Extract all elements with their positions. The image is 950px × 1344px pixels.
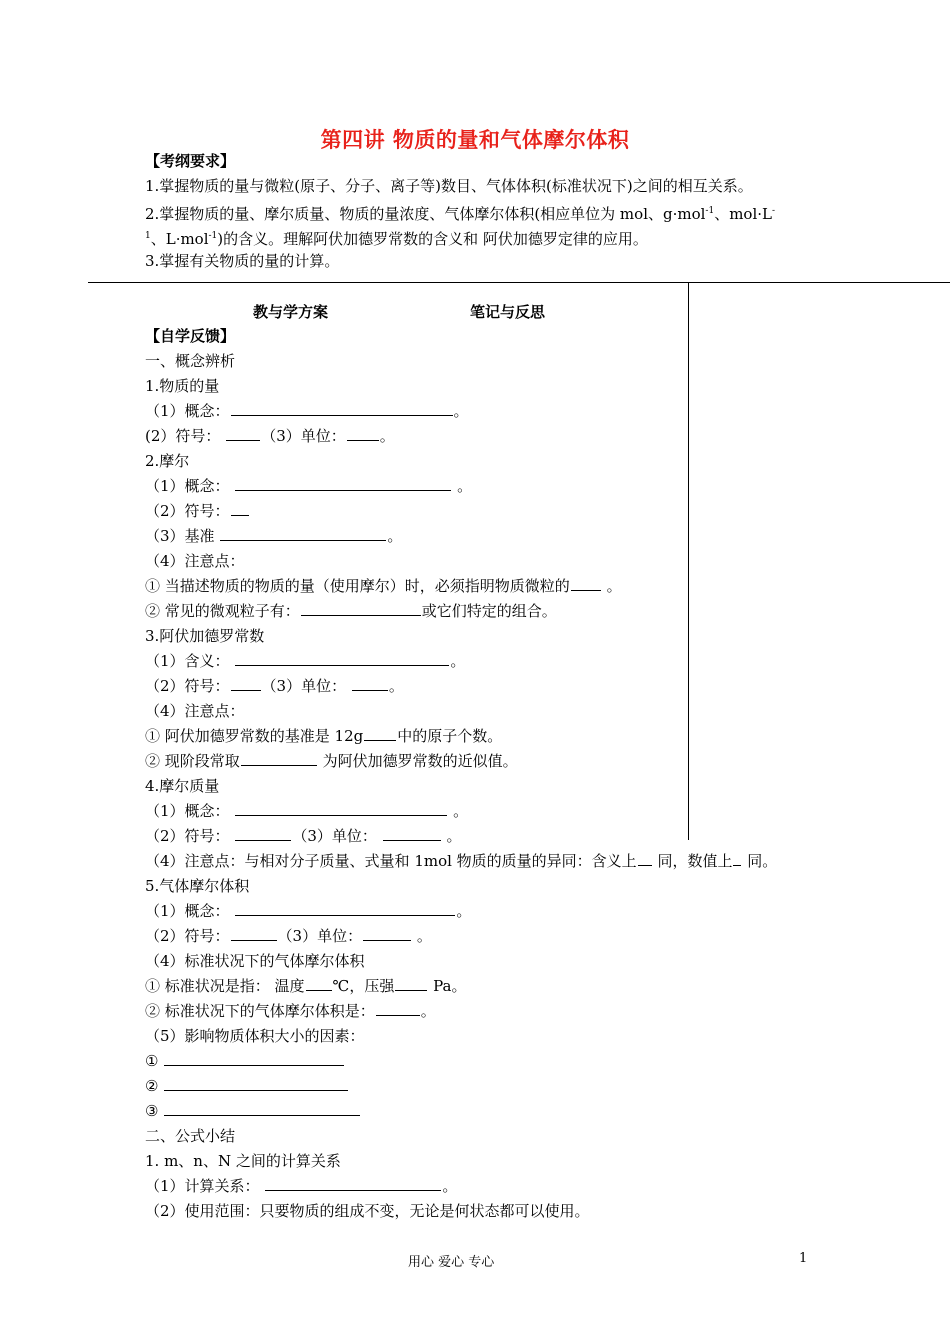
- section-6-scope: （2）使用范围：只要物质的组成不变，无论是何状态都可以使用。: [145, 1202, 590, 1220]
- section-3-notes-heading: （4）注意点：: [145, 702, 245, 720]
- answer-blank[interactable]: [231, 401, 453, 416]
- answer-blank[interactable]: [363, 926, 411, 941]
- page-title: 第四讲 物质的量和气体摩尔体积: [320, 128, 630, 152]
- section-5-factor-1: ①: [145, 1051, 345, 1071]
- section-4-title: 4.摩尔质量: [145, 777, 220, 795]
- section-2-concept: （1）概念： 。: [145, 477, 473, 495]
- section-5-factor-3: ③: [145, 1101, 361, 1121]
- self-study-heading: 【自学反馈】: [145, 327, 236, 345]
- section-2-standard: （3）基准 。: [145, 527, 403, 545]
- answer-blank[interactable]: [235, 476, 451, 491]
- section-2-notes-heading: （4）注意点：: [145, 552, 245, 570]
- answer-blank[interactable]: [638, 851, 652, 866]
- answer-blank[interactable]: [231, 501, 249, 516]
- column-heading-notes: 笔记与反思: [470, 303, 546, 321]
- section-6-title: 1. m、n、N 之间的计算关系: [145, 1152, 341, 1170]
- answer-blank[interactable]: [347, 426, 379, 441]
- answer-blank[interactable]: [265, 1176, 441, 1191]
- section-divider: [88, 282, 950, 283]
- syllabus-item-2-line-2: $^1$、L·mol$^{-1}$)的含义。理解阿伏加德罗常数的含义和 阿伏加德罗定律的应用。: [145, 230, 648, 248]
- section-3-note-2: ② 现阶段常取 为阿伏加德罗常数的近似值。: [145, 752, 518, 770]
- section-5-symbol-unit: （2）符号： （3）单位： 。: [145, 927, 432, 945]
- answer-blank[interactable]: [235, 801, 447, 816]
- section-5-concept: （1）概念： 。: [145, 902, 472, 920]
- syllabus-heading: 【考纲要求】: [145, 152, 236, 170]
- section-1-symbol-unit: (2）符号： （3）单位： 。: [145, 427, 395, 445]
- answer-blank[interactable]: [376, 1001, 420, 1016]
- section-3-symbol-unit: （2）符号： （3）单位： 。: [145, 677, 404, 695]
- answer-blank[interactable]: [383, 826, 441, 841]
- section-4-symbol-unit: （2）符号： （3）单位： 。: [145, 827, 462, 845]
- answer-blank[interactable]: [301, 601, 421, 616]
- answer-blank[interactable]: [306, 976, 332, 991]
- section-5-stp-note-2: ② 标准状况下的气体摩尔体积是： 。: [145, 1002, 436, 1020]
- section-3-note-1: ① 阿伏加德罗常数的基准是 12g 中的原子个数。: [145, 727, 503, 745]
- syllabus-item-3: 3.掌握有关物质的量的计算。: [145, 252, 340, 270]
- answer-blank[interactable]: [226, 426, 260, 441]
- answer-blank[interactable]: [235, 651, 449, 666]
- answer-blank[interactable]: [352, 676, 388, 691]
- answer-blank[interactable]: [220, 526, 386, 541]
- part-2-heading: 二、公式小结: [145, 1127, 236, 1145]
- answer-blank[interactable]: [241, 751, 317, 766]
- section-2-note-1: ① 当描述物质的物质的量（使用摩尔）时，必须指明物质微粒的 。: [145, 577, 622, 595]
- section-3-meaning: （1）含义： 。: [145, 652, 466, 670]
- section-4-concept: （1）概念： 。: [145, 802, 469, 820]
- answer-blank[interactable]: [733, 851, 741, 866]
- answer-blank[interactable]: [164, 1051, 344, 1066]
- section-3-title: 3.阿伏加德罗常数: [145, 627, 265, 645]
- section-4-notes: （4）注意点：与相对分子质量、式量和 1mol 物质的质量的异同：含义上 同，数值上 同。: [145, 852, 778, 870]
- column-divider: [688, 283, 689, 840]
- section-5-stp-note-1: ① 标准状况是指： 温度 ℃，压强 Pa。: [145, 977, 467, 995]
- section-6-relation: （1）计算关系： 。: [145, 1177, 458, 1195]
- section-1-title: 1.物质的量: [145, 377, 220, 395]
- answer-blank[interactable]: [235, 826, 291, 841]
- answer-blank[interactable]: [231, 676, 261, 691]
- section-2-title: 2.摩尔: [145, 452, 190, 470]
- section-5-factors-heading: （5）影响物质体积大小的因素：: [145, 1027, 365, 1045]
- answer-blank[interactable]: [164, 1101, 360, 1116]
- answer-blank[interactable]: [164, 1076, 348, 1091]
- answer-blank[interactable]: [364, 726, 396, 741]
- page-number: 1: [799, 1251, 808, 1266]
- section-5-stp-heading: （4）标准状况下的气体摩尔体积: [145, 952, 365, 970]
- section-5-factor-2: ②: [145, 1076, 349, 1096]
- section-5-title: 5.气体摩尔体积: [145, 877, 250, 895]
- section-2-symbol: （2）符号：: [145, 501, 250, 521]
- section-2-note-2: ② 常见的微观粒子有： 或它们特定的组合。: [145, 602, 557, 620]
- answer-blank[interactable]: [235, 901, 455, 916]
- part-1-heading: 一、概念辨析: [145, 352, 236, 370]
- column-heading-plan: 教与学方案: [253, 303, 329, 321]
- footer-motto: 用心 爱心 专心: [408, 1255, 495, 1270]
- answer-blank[interactable]: [571, 576, 601, 591]
- syllabus-item-2-line-1: 2.掌握物质的量、摩尔质量、物质的量浓度、气体摩尔体积(相应单位为 mol、g·mol$^{-1}$、mol·L-: [145, 205, 776, 223]
- syllabus-item-1: 1.掌握物质的量与微粒(原子、分子、离子等)数目、气体体积(标准状况下)之间的相互关系。: [145, 177, 753, 195]
- section-1-concept: （1）概念： 。: [145, 402, 469, 420]
- answer-blank[interactable]: [395, 976, 427, 991]
- answer-blank[interactable]: [231, 926, 277, 941]
